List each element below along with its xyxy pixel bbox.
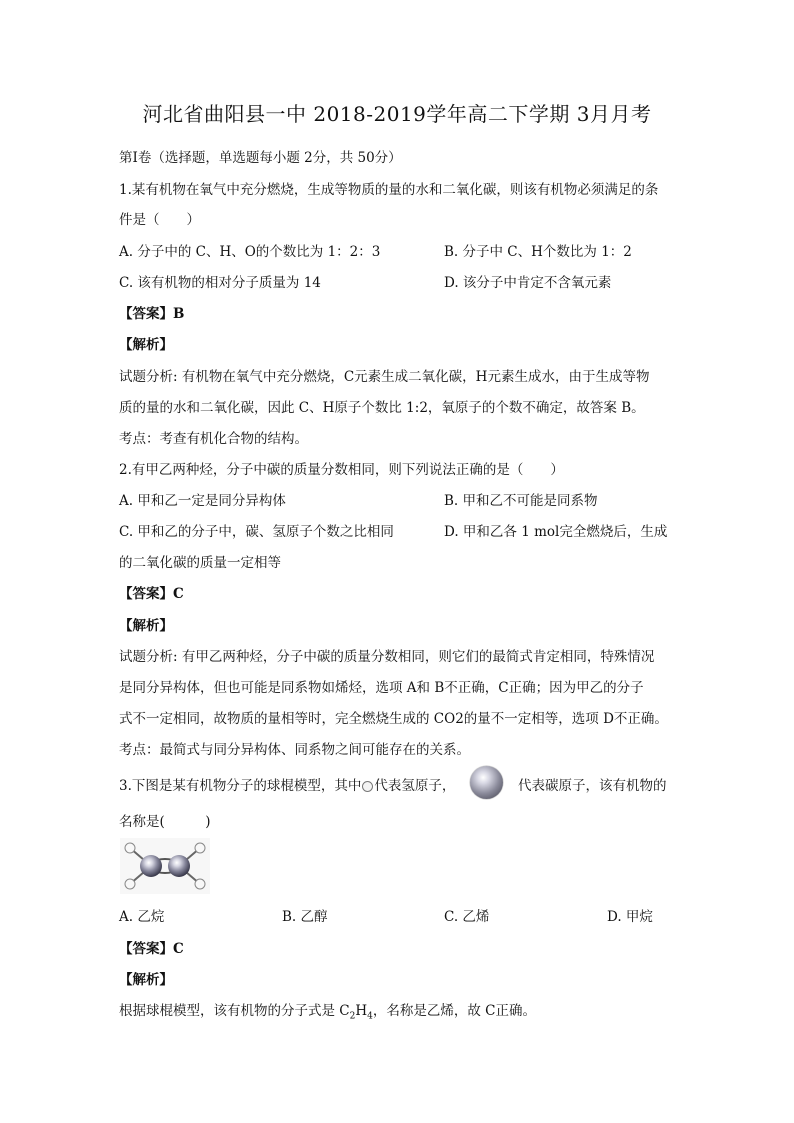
- q2-option-c: C. 甲和乙的分子中，碳、氢原子个数之比相同: [119, 524, 394, 540]
- q1-option-c: C. 该有机物的相对分子质量为 14: [119, 275, 321, 291]
- q1-analysis-line1: 试题分析: 有机物在氧气中充分燃烧，C元素生成二氧化碳，H元素生成水，由于生成等物: [119, 369, 650, 385]
- q2-analysis-label: 【解析】: [119, 618, 173, 634]
- q2-answer: 【答案】C: [119, 586, 184, 602]
- q1-stem-line1: 1.某有机物在氧气中充分燃烧，生成等物质的量的水和二氧化碳，则该有机物必须满足的条: [119, 182, 659, 198]
- q1-option-d: D. 该分子中肯定不含氧元素: [444, 275, 612, 291]
- carbon-atom-icon: [467, 765, 507, 801]
- q2-analysis-line3: 式不一定相同，故物质的量相等时，完全燃烧生成的 CO2的量不一定相等，选项 D不正确。: [119, 711, 668, 727]
- q1-option-a: A. 分子中的 C、H、O的个数比为 1：2：3: [119, 244, 381, 260]
- q1-analysis-line2: 质的量的水和二氧化碳，因此 C、H原子个数比 1:2，氧原子的个数不确定，故答案 B。: [119, 400, 645, 416]
- q2-analysis-line1: 试题分析: 有甲乙两种烃，分子中碳的质量分数相同，则它们的最简式肯定相同，特殊情况: [119, 649, 655, 665]
- ethylene-ball-stick-model: [120, 838, 210, 894]
- q3-option-c: C. 乙烯: [444, 909, 490, 925]
- hydrogen-atom-icon: [362, 781, 373, 792]
- q3-option-b: B. 乙醇: [282, 909, 328, 925]
- q3-stem-line2: 名称是( ): [119, 814, 211, 830]
- q3-stem-line1: [119, 774, 455, 794]
- q2-option-a: A. 甲和乙一定是同分异构体: [119, 493, 286, 509]
- q3-analysis-sub2: 4: [367, 1011, 373, 1022]
- q1-answer: 【答案】B: [119, 306, 185, 322]
- q3-analysis-mid: H: [355, 1003, 368, 1019]
- q2-stem: 2.有甲乙两种烃，分子中碳的质量分数相同，则下列说法正确的是（ ）: [119, 462, 564, 478]
- q2-point: 考点：最简式与同分异构体、同系物之间可能存在的关系。: [119, 742, 470, 758]
- page-title: 河北省曲阳县一中 2018-2019学年高二下学期 3月月考: [142, 102, 652, 126]
- q2-option-b: B. 甲和乙不可能是同系物: [444, 493, 598, 509]
- q1-analysis-label: 【解析】: [119, 337, 173, 353]
- q3-stem-part3: 代表碳原子，该有机物的: [518, 778, 667, 794]
- q1-option-b: B. 分子中 C、H个数比为 1：2: [444, 244, 632, 260]
- q3-option-a: A. 乙烷: [119, 909, 165, 925]
- q3-analysis-sub1: 2: [349, 1011, 356, 1022]
- q3-stem-part2: 代表氢原子，: [374, 778, 456, 794]
- q2-analysis-line2: 是同分异构体，但也可能是同系物如烯烃，选项 A和 B不正确，C正确；因为甲乙的分子: [119, 680, 644, 696]
- q3-analysis: [119, 999, 536, 1022]
- q3-answer: 【答案】C: [119, 941, 184, 957]
- q3-stem-part1: 3.下图是某有机物分子的球棍模型，其中: [119, 778, 362, 794]
- q1-stem-line2: 件是（ ）: [119, 212, 200, 228]
- q3-option-d: D. 甲烷: [607, 909, 653, 925]
- q2-option-d: D. 甲和乙各 1 mol完全燃烧后，生成: [444, 524, 668, 540]
- q3-analysis-pre: 根据球棍模型，该有机物的分子式是 C: [119, 1003, 350, 1019]
- q3-analysis-label: 【解析】: [119, 972, 173, 988]
- q2-option-d-continued: 的二氧化碳的质量一定相等: [119, 555, 281, 571]
- section-header: 第I卷（选择题，单选题每小题 2分，共 50分）: [119, 150, 402, 166]
- q3-analysis-post: ，名称是乙烯，故 C正确。: [372, 1003, 536, 1019]
- q1-point: 考点：考查有机化合物的结构。: [119, 431, 308, 447]
